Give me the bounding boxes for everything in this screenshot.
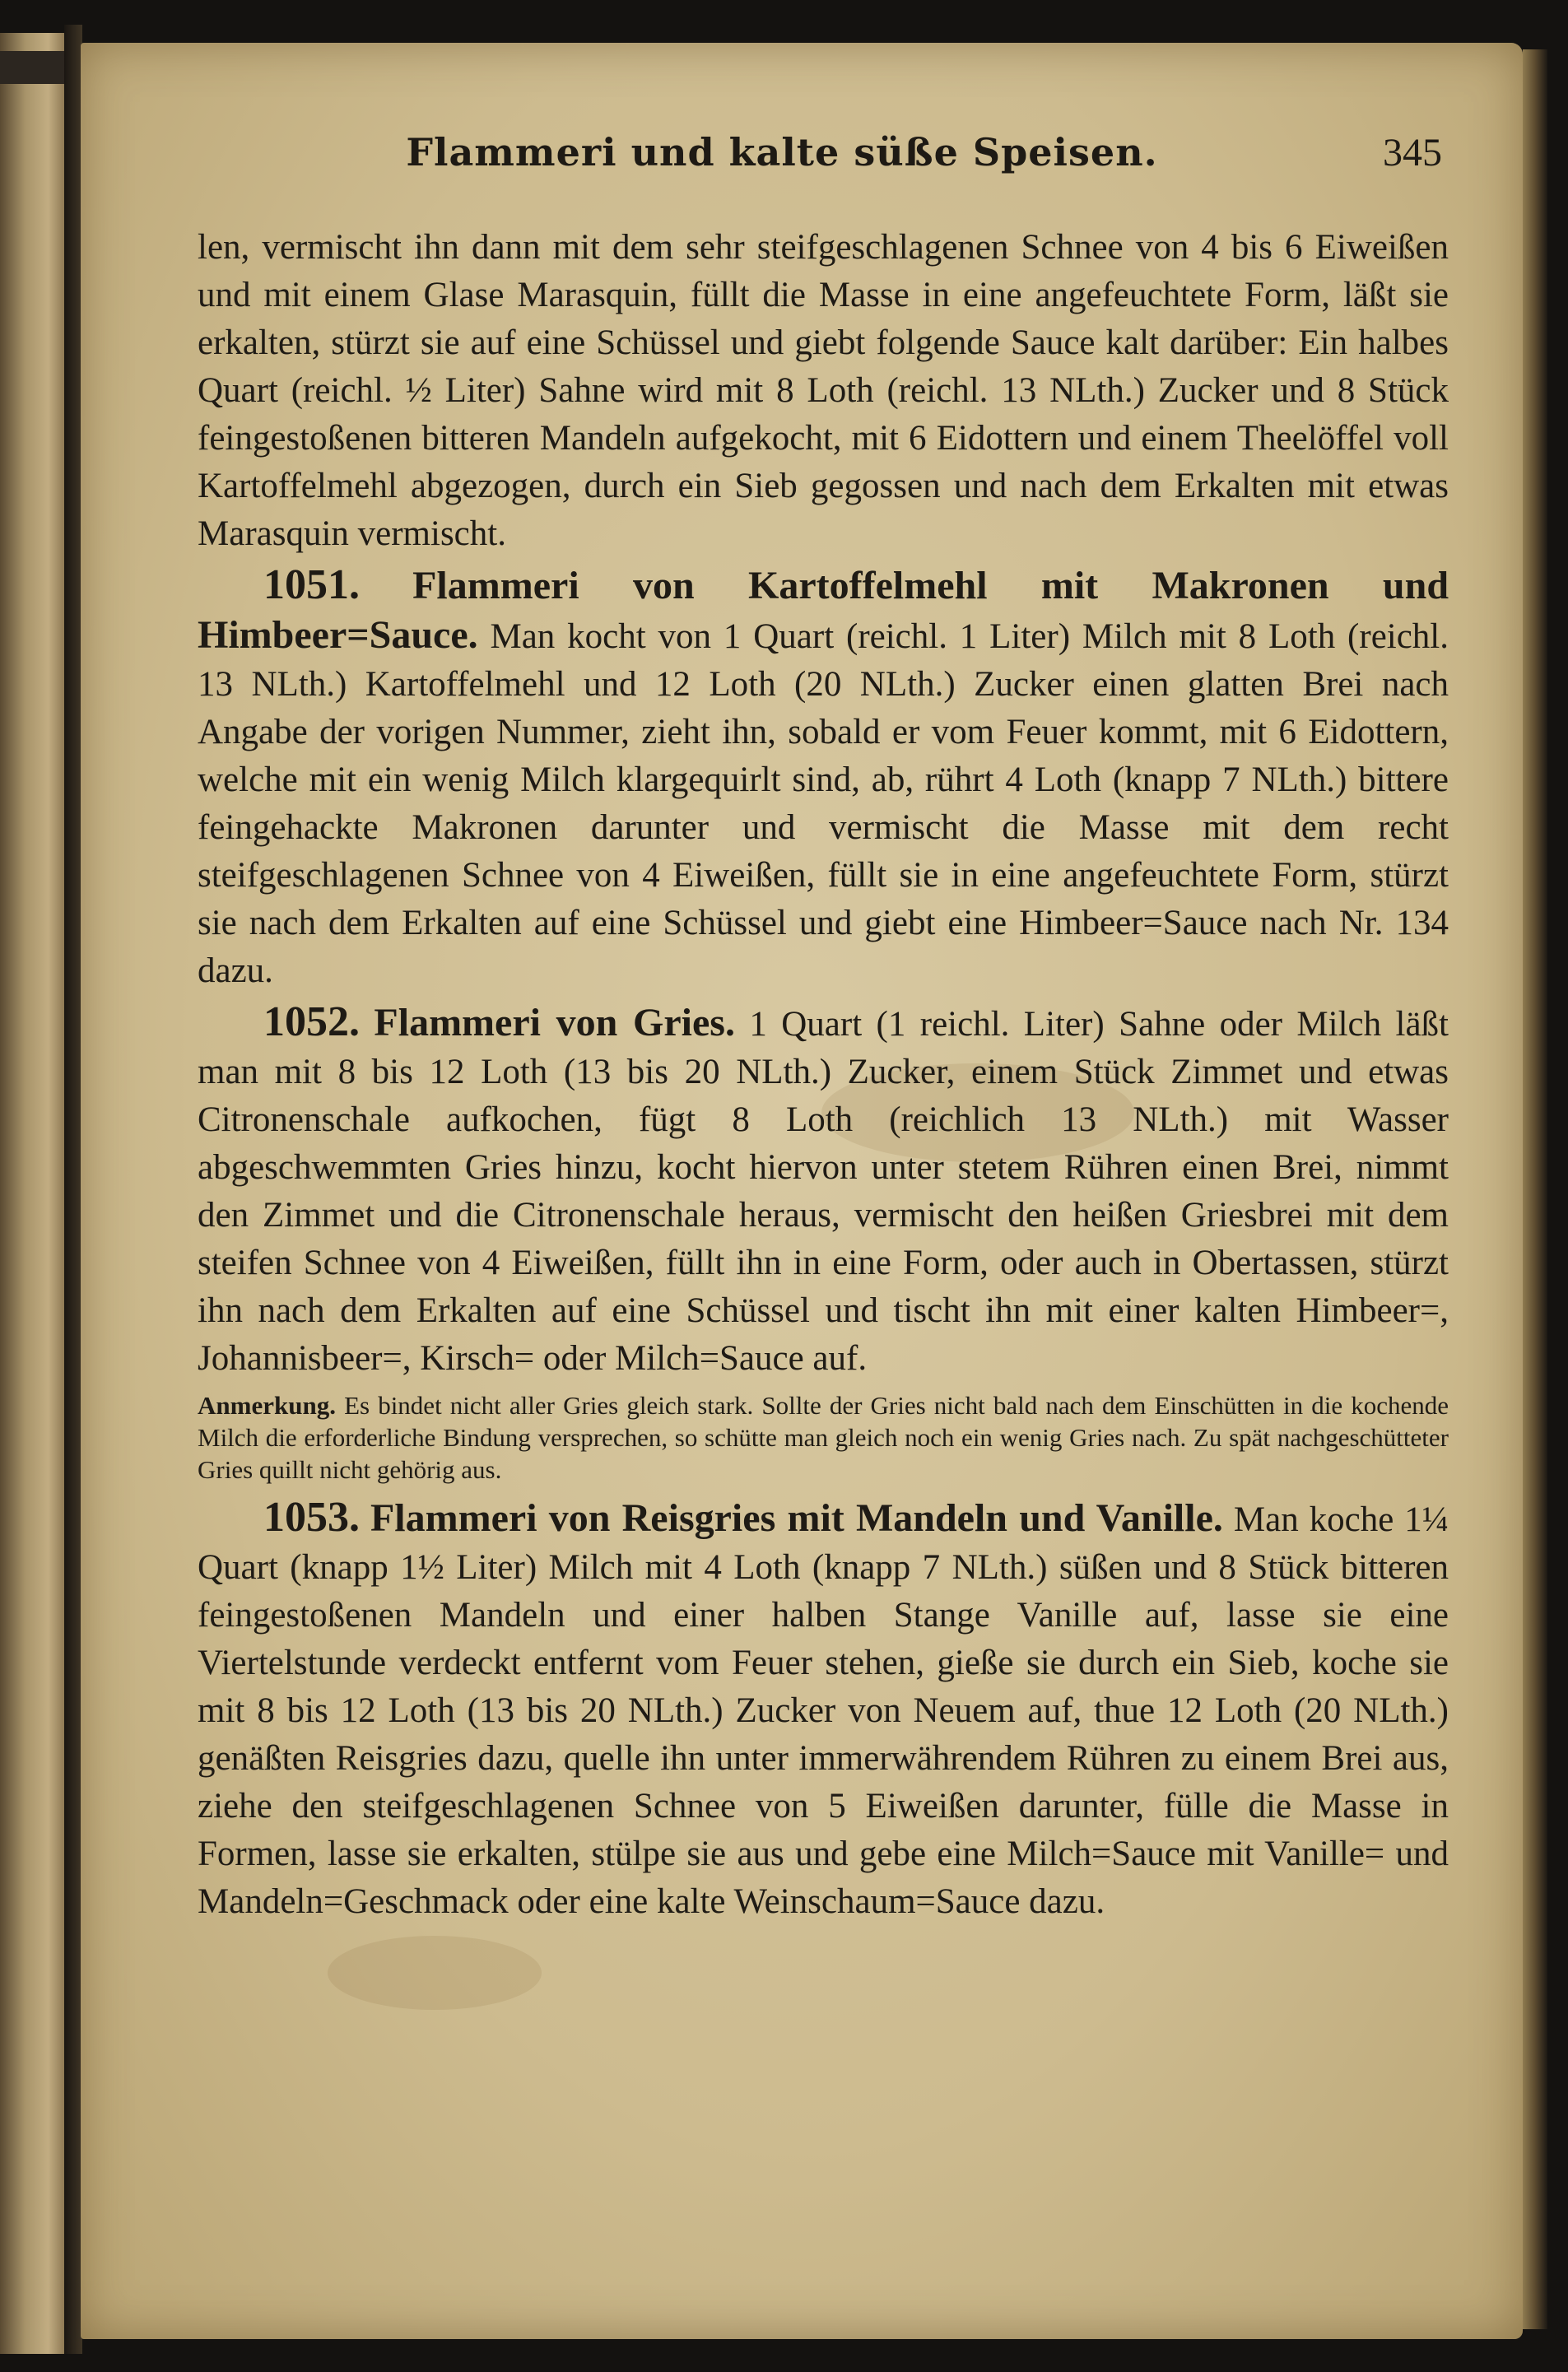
recipe-number: 1052. xyxy=(263,998,360,1045)
recipe-title: Flammeri von Kartoffelmehl mit Makronen und Himbeer=Sauce. xyxy=(198,564,1449,657)
recipe-text: 1 Quart (1 reichl. Liter) Sahne oder Milch läßt man mit 8 bis 12 Loth (13 bis 20 NLth.) Zucker, einem Stück Zimmet und etwas Citronenschale aufkochen, fügt 8 Loth (reichlich 13 NLth.) mit Wasser abgeschwemmten Gries hinzu, kocht hiervon unter stetem Rühren einen Brei, nimmt den Zimmet und die Citronenschale heraus, vermischt den heißen Griesbrei mit dem steifen Schnee von 4 Eiweißen, füllt ihn in eine Form, oder auch in Obertassen, stürzt ihn nach dem Erkalten auf eine Schüssel und tischt ihn mit einer kalten Himbeer=, Johannisbeer=, Kirsch= oder Milch=Sauce auf. xyxy=(198,1005,1449,1378)
running-title: Flammeri und kalte süße Speisen. xyxy=(406,130,1158,174)
annotation-note xyxy=(198,1389,1449,1486)
page-number: 345 xyxy=(1383,131,1442,174)
note-label: Anmerkung. xyxy=(198,1391,336,1420)
recipe-number: 1053. xyxy=(263,1494,360,1541)
recipe-text: Man kocht von 1 Quart (reichl. 1 Liter) Milch mit 8 Loth (reichl. 13 NLth.) Kartoffelmehl und 12 Loth (20 NLth.) Zucker einen glatten Brei nach Angabe der vorigen Nummer, zieht ihn, sobald er vom Feuer kommt, mit 6 Eidottern, welche mit ein wenig Milch klargequirlt sind, ab, rührt 4 Loth (knapp 7 NLth.) bittere feingehackte Makronen darunter und vermischt die Masse mit dem recht steifgeschlagenen Schnee von 4 Eiweißen, füllt sie in eine angefeuchtete Form, stürzt sie nach dem Erkalten auf eine Schüssel und giebt eine Himbeer=Sauce nach Nr. 134 dazu. xyxy=(198,617,1449,990)
recipe-text: Man koche 1¼ Quart (knapp 1½ Liter) Milch mit 4 Loth (knapp 7 NLth.) süßen und 8 Stück bitteren feingestoßenen Mandeln und einer halben Stange Vanille auf, lasse sie eine Viertelstunde verdeckt entfernt vom Feuer stehen, gieße sie durch ein Sieb, koche sie mit 8 bis 12 Loth (13 bis 20 NLth.) Zucker von Neuem auf, thue 12 Loth (20 NLth.) genäßten Reisgries dazu, quelle ihn unter immerwährendem Rühren zu einem Brei aus, ziehe den steifgeschlagenen Schnee von 5 Eiweißen darunter, fülle die Masse in Formen, lasse sie erkalten, stülpe sie aus und gebe eine Milch=Sauce mit Vanille= und Mandeln=Geschmack oder eine kalte Weinschaum=Sauce dazu. xyxy=(198,1500,1449,1921)
recipe-1051 xyxy=(198,561,1449,995)
recipe-1053 xyxy=(198,1494,1449,1926)
page-header xyxy=(115,130,1449,188)
recipe-title: Flammeri von Gries. xyxy=(374,1001,735,1044)
intro-paragraph: len, vermischt ihn dann mit dem sehr steifgeschlagenen Schnee von 4 bis 6 Eiweißen und mit einem Glase Marasquin, füllt die Masse in eine angefeuchtete Form, läßt sie erkalten, stürzt sie auf eine Schüssel und giebt folgende Sauce kalt darüber: Ein halbes Quart (reichl. ½ Liter) Sahne wird mit 8 Loth (reichl. 13 NLth.) Zucker und 8 Stück feingestoßenen bitteren Mandeln aufgekocht, mit 6 Eidottern und einem Theelöffel voll Kartoffelmehl abgezogen, durch ein Sieb gegossen und nach dem Erkalten mit etwas Marasquin vermischt. xyxy=(198,228,1449,553)
left-page-edge xyxy=(0,33,64,2354)
book-gutter xyxy=(64,25,82,2354)
paper-stain xyxy=(328,1936,542,2010)
page-edge-shadow xyxy=(1523,49,1547,2329)
body-text xyxy=(198,224,1449,1926)
recipe-number: 1051. xyxy=(263,561,360,608)
recipe-title: Flammeri von Reisgries mit Mandeln und Vanille. xyxy=(370,1496,1223,1540)
note-text: Es bindet nicht aller Gries gleich stark. Sollte der Gries nicht bald nach dem Einschütten in die kochende Milch die erforderliche Bindung versprechen, so schütte man gleich noch ein wenig Gries nach. Zu spät nachgeschütteter Gries quillt nicht gehörig aus. xyxy=(198,1391,1449,1484)
recipe-1052 xyxy=(198,998,1449,1383)
